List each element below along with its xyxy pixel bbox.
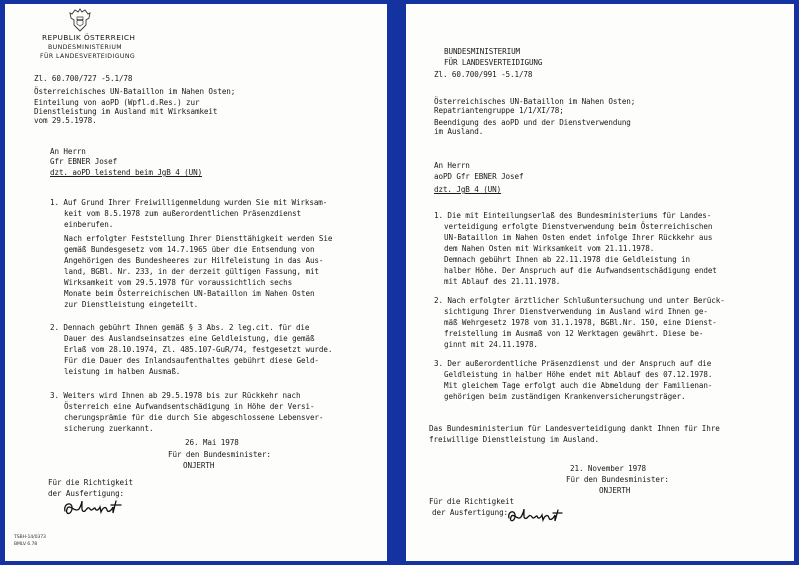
subject-line: vom 29.5.1978. <box>34 116 97 125</box>
body-line: gemäß Bundesgesetz vom 14.7.1965 über die Entsendung von <box>64 245 315 254</box>
recipient-line: dzt. aoPD leistend beim JgB 4 (UN) <box>50 168 203 177</box>
subject-line: Beendigung des aoPD und der Dienstverwendung <box>434 118 631 127</box>
subject-line: Einteilung von aoPD (Wpfl.d.Res.) zur <box>34 98 200 107</box>
body-line: keit vom 8.5.1978 zum außerordentlichen Präsenzdienst <box>64 209 302 218</box>
body-line: UN-Bataillon im Nahen Osten endet infolge Ihrer Rückkehr aus <box>444 233 713 242</box>
body-line: Für die Dauer des Inlandsaufenthaltes gebührt diese Geld- <box>64 356 319 365</box>
document-left <box>5 4 387 561</box>
body-line: ginnt mit 24.11.1978. <box>444 340 538 349</box>
body-line: Mit gleichem Tage erfolgt auch die Abmeldung der Familienan- <box>444 381 713 390</box>
body-line: Monate beim Österreichischen UN-Bataillon im Nahen Osten <box>64 289 315 298</box>
signature-right <box>505 506 571 526</box>
body-line: Erlaß vom 28.10.1974, Zl. 485.107-GuR/74, festgesetzt wurde. <box>64 345 333 354</box>
recipient-line: Gfr EBNER Josef <box>50 157 118 166</box>
date-line: 26. Mai 1978 <box>185 438 239 447</box>
subject-line: Repatriantengruppe 1/1/XI/78; <box>434 106 564 115</box>
body-line: gehörigen beim zuständigen Krankenversicherungsträger. <box>444 392 686 401</box>
recipient-line: aoPD Gfr EBNER Josef <box>434 172 524 181</box>
file-number: Zl. 60.700/991 -5.1/78 <box>434 70 533 79</box>
date-line: 21. November 1978 <box>570 464 647 473</box>
body-line: 3. Der außerordentliche Präsenzdienst und der Anspruch auf die <box>434 359 712 368</box>
header-line: FÜR LANDESVERTEIDIGUNG <box>444 58 543 67</box>
header-line: BUNDESMINISTERIUM <box>444 47 521 56</box>
header-line: BUNDESMINISTERIUM <box>48 44 123 51</box>
closing-line: freiwillige Dienstleistung im Ausland. <box>429 435 599 444</box>
certification-line: Für die Richtigkeit <box>429 497 514 506</box>
signatory-line: Für den Bundesminister: <box>566 475 669 484</box>
body-line: land, BGBl. Nr. 233, in der derzeit gültigen Fassung, mit <box>64 267 319 276</box>
header-line: REPUBLIK ÖSTERREICH <box>42 33 136 42</box>
body-line: Angehörigen des Bundesheeres zur Hilfeleistung in das Aus- <box>64 256 324 265</box>
header-line: FÜR LANDESVERTEIDIGUNG <box>40 53 136 60</box>
body-line: Nach erfolgter Feststellung Ihrer Diensttähigkeit werden Sie <box>64 234 333 243</box>
body-line: halber Höhe. Der Anspruch auf die Aufwandsentschädigung endet <box>444 266 717 275</box>
subject-line: Österreichisches UN-Bataillon im Nahen Osten; <box>434 97 636 106</box>
body-line: mäß Wehrgesetz 1978 vom 31.1.1978, BGBl.Nr. 150, eine Dienst- <box>444 318 717 327</box>
certification-line: der Ausfertigung: <box>432 508 509 517</box>
body-line: verteidigung erfolgte Dienstverwendung beim Österreichischen <box>444 222 713 231</box>
body-line: 1. Auf Grund Ihrer Freiwilligenmeldung wurden Sie mit Wirksam- <box>50 198 328 207</box>
body-line: freistellung im Ausmaß von 12 Werktagen gewährt. Diese be- <box>444 329 704 338</box>
recipient-line: dzt. JgB 4 (UN) <box>434 185 502 194</box>
subject-line: im Ausland. <box>434 127 484 136</box>
body-line: Geldleistung in halber Höhe endet mit Ablauf des 07.12.1978. <box>444 370 713 379</box>
closing-line: Das Bundesministerium für Landesverteidigung dankt Ihnen für Ihre <box>429 424 720 433</box>
body-line: 2. Nach erfolgter ärztlicher Schlußuntersuchung und unter Berück- <box>434 296 725 305</box>
body-line: 1. Die mit Einteilungserlaß des Bundesministeriums für Landes- <box>434 211 712 220</box>
body-line: sichtigung Ihrer Dienstverwendung im Ausland wird Ihnen ge- <box>444 307 708 316</box>
body-line: cherungsprämie für die durch Sie abgeschlossene Lebensver- <box>64 413 324 422</box>
subject-line: Dienstleistung im Ausland mit Wirksamkeit <box>34 107 218 116</box>
signature-left <box>61 497 133 519</box>
body-line: einberufen. <box>64 220 114 229</box>
body-line: leistung im halben Ausmaß. <box>64 367 181 376</box>
document-right <box>406 4 794 561</box>
recipient-line: An Herrn <box>434 161 470 170</box>
subject-line: Österreichisches UN-Bataillon im Nahen Osten; <box>34 87 236 96</box>
body-line: dem Nahen Osten mit Wirksamkeit vom 21.11.1978. <box>444 244 655 253</box>
file-number: Zl. 60.700/727 -5.1/78 <box>34 74 133 83</box>
certification-line: Für die Richtigkeit <box>48 478 133 487</box>
signatory-line: Für den Bundesminister: <box>168 450 271 459</box>
signatory-name: ONJERTH <box>599 486 631 495</box>
body-line: mit Ablauf des 21.11.1978. <box>444 277 561 286</box>
body-line: 3. Weiters wird Ihnen ab 29.5.1978 bis zur Rückkehr nach <box>50 391 301 400</box>
body-line: Wirksamkeit vom 29.5.1978 für voraussichtlich sechs <box>64 278 293 287</box>
recipient-line: An Herrn <box>50 147 86 156</box>
body-line: zur Dienstleistung eingeteilt. <box>64 300 199 309</box>
body-line: Demnach gebührt Ihnen ab 22.11.1978 die Geldleistung in <box>444 255 690 264</box>
body-line: sicherung zuerkannt. <box>64 424 154 433</box>
body-line: Dauer des Auslandseinsatzes eine Geldleistung, die gemäß <box>64 334 315 343</box>
austrian-eagle-icon <box>69 7 91 33</box>
signatory-name: ONJERTH <box>183 461 215 470</box>
form-code: TSBH-14/0373 <box>14 535 46 540</box>
body-line: 2. Dennach gebührt Ihnen gemäß § 3 Abs. 2 leg.cit. für die <box>50 323 310 332</box>
body-line: Österreich eine Aufwandsentschädigung in Höhe der Versi- <box>64 402 315 411</box>
form-code: BMLV 6.78 <box>14 542 38 547</box>
certification-line: der Ausfertigung: <box>48 489 125 498</box>
